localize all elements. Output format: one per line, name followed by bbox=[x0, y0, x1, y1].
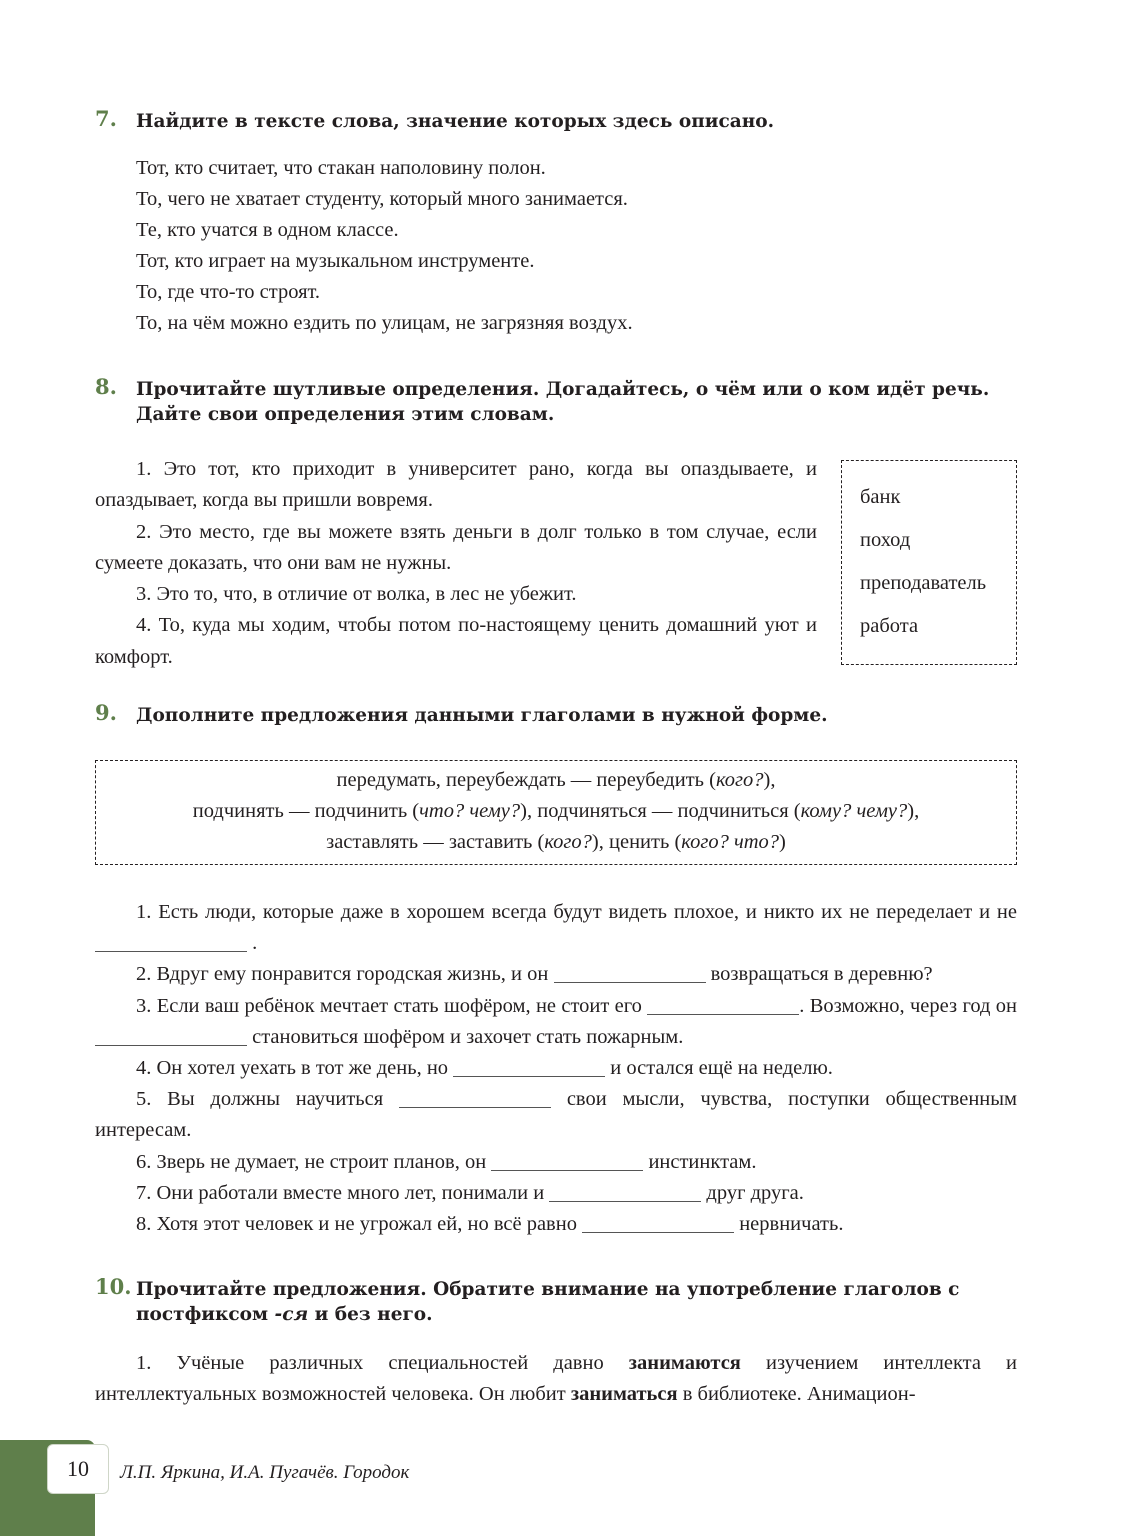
word-pokhod: поход bbox=[860, 529, 911, 551]
task-10-heading bbox=[95, 1274, 1020, 1327]
verb-line-1: передумать, переубеждать — переубедить (кого?), bbox=[336, 769, 776, 791]
blank-5[interactable] bbox=[399, 1106, 551, 1108]
sentence-7: 7. Они работали вместе много лет, понимали и друг друга. bbox=[136, 1181, 804, 1204]
sentence-1: 1. Есть люди, которые даже в хорошем всегда будут видеть плохое, и никто их не переделает и не . bbox=[95, 897, 1017, 959]
word-rabota: работа bbox=[860, 615, 919, 637]
task-8-heading bbox=[95, 374, 1020, 427]
blank-1[interactable] bbox=[95, 950, 247, 952]
task-8-word-box bbox=[841, 460, 1017, 665]
task-10-paragraph: 1. Учёные различных специальностей давно занимаются изучением интеллекта и интеллектуальных возможностей человека. Он любит заниматься в библиотеке. Анимацион- bbox=[95, 1352, 1017, 1406]
task-9-verb-box bbox=[95, 760, 1017, 865]
verb-line-2: подчинять — подчинить (что? чему?), подчиняться — подчиниться (кому? чему?), bbox=[192, 800, 920, 822]
task-8-number: 8. bbox=[95, 374, 117, 399]
blank-3b[interactable] bbox=[95, 1044, 247, 1046]
blank-6[interactable] bbox=[491, 1169, 643, 1171]
word-bank: банк bbox=[860, 486, 901, 508]
task-8-item: 3. Это то, что, в отличие от волка, в лес не убежит. bbox=[136, 583, 577, 606]
sentence-5: 5. Вы должны научиться свои мысли, чувства, поступки общественным интересам. bbox=[95, 1088, 1018, 1142]
task-8-item: 1. Это тот, кто приходит в университет рано, когда вы опаздываете, и опаздывает, когда вы пришли вовремя. bbox=[95, 458, 817, 512]
blank-7[interactable] bbox=[549, 1200, 701, 1202]
task-8-title: Прочитайте шутливые определения. Догадайтесь, о чём или о ком идёт речь. Дайте свои определения этим словам. bbox=[136, 379, 990, 425]
task-9-number: 9. bbox=[95, 700, 117, 725]
sentence-2: 2. Вдруг ему понравится городская жизнь, и он возвращаться в деревню? bbox=[136, 963, 933, 986]
task-10-number: 10. bbox=[95, 1274, 132, 1299]
task-9-sentences bbox=[95, 897, 1017, 1240]
task-7-line: Тот, кто считает, что стакан наполовину полон. bbox=[136, 157, 546, 179]
task-7-lines bbox=[136, 153, 633, 339]
task-7-line: То, на чём можно ездить по улицам, не загрязняя воздух. bbox=[136, 312, 633, 334]
task-8-item: 2. Это место, где вы можете взять деньги в долг только в том случае, если сумеете доказать, что они вам не нужны. bbox=[95, 520, 817, 574]
task-8-item: 4. То, куда мы ходим, чтобы потом по-настоящему ценить домашний уют и комфорт. bbox=[95, 614, 817, 668]
task-7-line: Тот, кто играет на музыкальном инструменте. bbox=[136, 250, 535, 272]
blank-2[interactable] bbox=[554, 981, 706, 983]
sentence-6: 6. Зверь не думает, не строит планов, он инстинктам. bbox=[136, 1150, 757, 1173]
blank-8[interactable] bbox=[582, 1231, 734, 1233]
blank-3a[interactable] bbox=[647, 1013, 799, 1015]
task-7-heading bbox=[95, 106, 1020, 134]
task-7-line: То, чего не хватает студенту, который много занимается. bbox=[136, 188, 628, 210]
sentence-4: 4. Он хотел уехать в тот же день, но и остался ещё на неделю. bbox=[136, 1057, 833, 1080]
task-7-number: 7. bbox=[95, 106, 117, 131]
footer-book-title: Л.П. Яркина, И.А. Пугачёв. Городок bbox=[120, 1462, 410, 1483]
sentence-8: 8. Хотя этот человек и не угрожал ей, но всё равно нервничать. bbox=[136, 1213, 844, 1236]
verb-line-3: заставлять — заставить (кого?), ценить (кого? что?) bbox=[326, 831, 786, 853]
task-7-line: То, где что-то строят. bbox=[136, 281, 321, 303]
task-9-title: Дополните предложения данными глаголами в нужной форме. bbox=[136, 705, 828, 726]
page-number: 10 bbox=[47, 1444, 109, 1494]
blank-4[interactable] bbox=[453, 1075, 605, 1077]
task-10-title: Прочитайте предложения. Обратите внимание на употребление глаголов с постфиксом -ся и без него. bbox=[136, 1279, 960, 1325]
task-9-heading bbox=[95, 700, 1020, 728]
task-8-definitions bbox=[95, 454, 817, 673]
sentence-3: 3. Если ваш ребёнок мечтает стать шофёром, не стоит его . Возможно, через год он становиться шофёром и захочет стать пожарным. bbox=[95, 991, 1017, 1053]
task-7-title: Найдите в тексте слова, значение которых здесь описано. bbox=[136, 111, 775, 132]
word-prepodavatel: преподаватель bbox=[860, 572, 987, 594]
task-7-line: Те, кто учатся в одном классе. bbox=[136, 219, 399, 241]
